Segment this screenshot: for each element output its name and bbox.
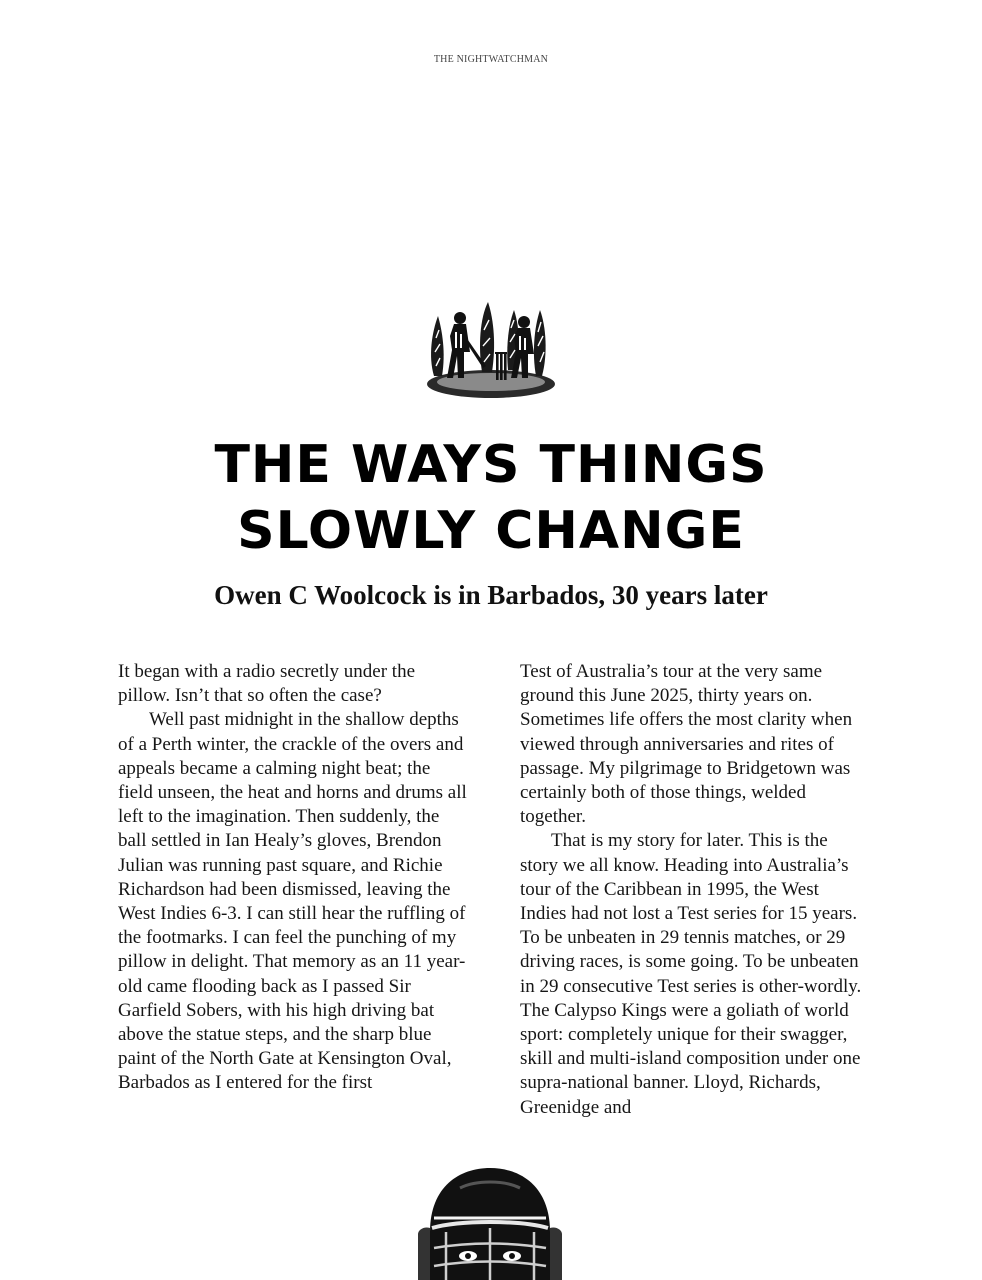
paragraph: That is my story for later. This is the story we all know. Heading into Australia’s tour of the Caribbean in 1995, the West Indies had not lost a Test series for 15 years. To be unbeaten in 29 tennis matches, or 29 driving races, is some going. To be unbeaten in 29 consecutive Test series is other-wordly. The Calypso Kings were a goliath of world sport: completely unique for their swagger, skill and multi-island composition under one supra-national banner. Lloyd, Richards, Greenidge and (520, 830, 862, 1118)
cricket-woodcut-illustration-icon (424, 296, 558, 400)
paragraph: Test of Australia’s tour at the very same ground this June 2025, thirty years on. Sometimes life offers the most clarity when viewed through anniversaries and rites of passage. My pilgrimage to Bridgetown was certainly both of those things, welded together. (520, 661, 853, 828)
body-column-left (118, 660, 468, 1096)
paragraph: It began with a radio secretly under the pillow. Isn’t that so often the case? (118, 661, 416, 707)
standfirst: Owen C Woolcock is in Barbados, 30 years later (214, 580, 768, 610)
helmeted-batsman-portrait-icon (390, 1162, 590, 1280)
title-line-2: SLOWLY CHANGE (237, 501, 745, 561)
article-title (0, 432, 982, 564)
body-column-right (520, 660, 870, 1120)
masthead: THE NIGHTWATCHMAN (433, 54, 549, 65)
title-line-1: THE WAYS THINGS (214, 435, 768, 495)
paragraph: Well past midnight in the shallow depths of a Perth winter, the crackle of the overs and appeals became a calming night beat; the field unseen, the heat and horns and drums all left to the imagination. Then suddenly, the ball settled in Ian Healy’s gloves, Brendon Julian was running past square, and Richie Richardson had been dismissed, leaving the West Indies 6-3. I can still hear the ruffling of the footmarks. I can feel the punching of my pillow in delight. That memory as an 11 year-old came flooding back as I passed Sir Garfield Sobers, with his high driving bat above the statue steps, and the sharp blue paint of the North Gate at Kensington Oval, Barbados as I entered for the first (118, 709, 467, 1094)
